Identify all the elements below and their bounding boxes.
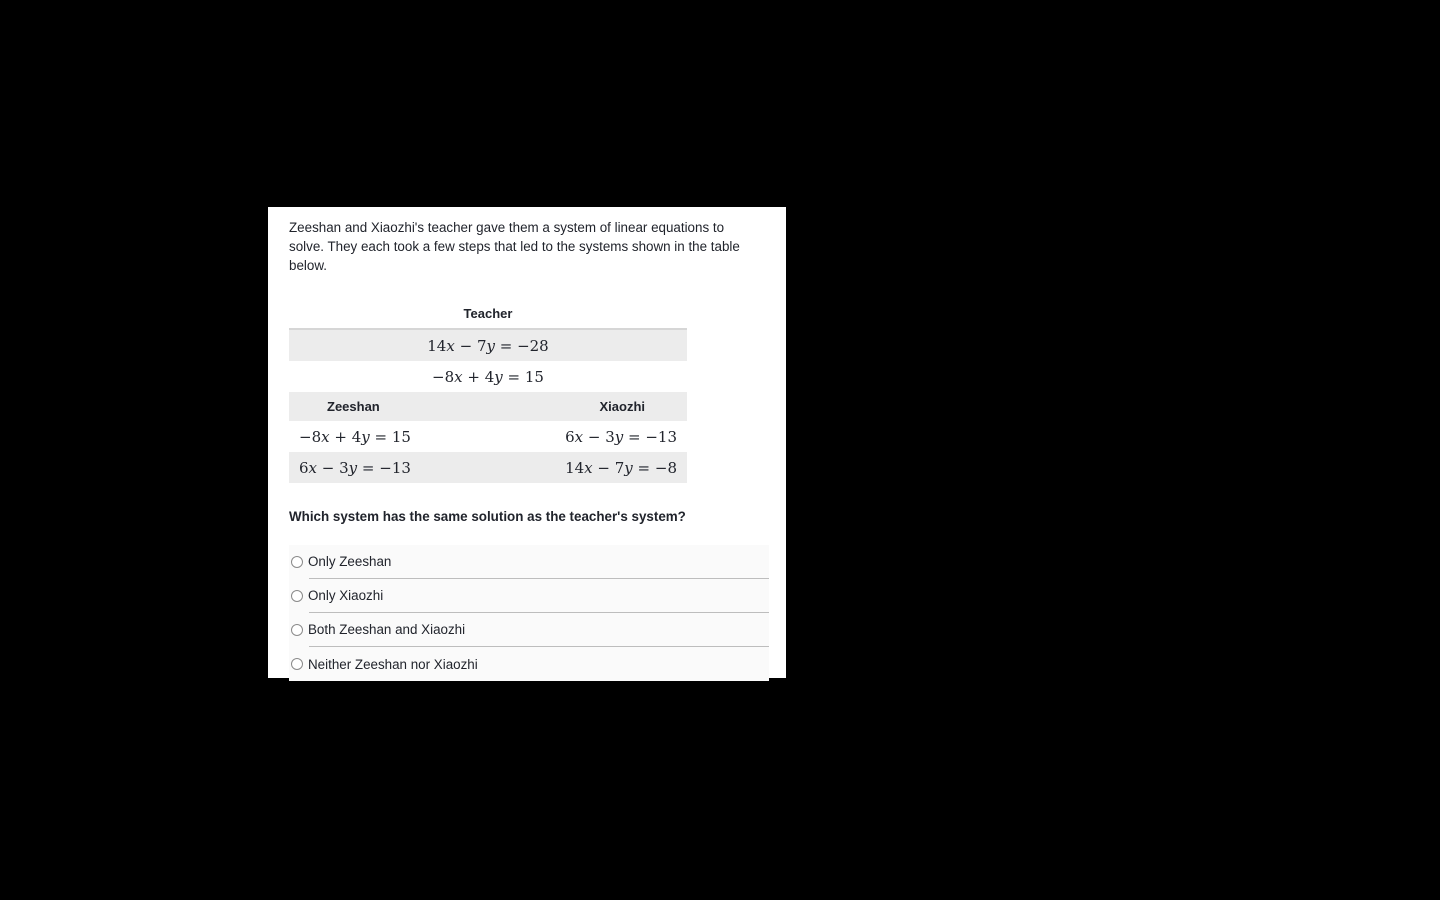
choice-label: Both Zeeshan and Xiaozhi: [308, 622, 466, 637]
choice-label: Only Zeeshan: [308, 554, 392, 569]
teacher-equation-1: 14x − 7y = −28: [427, 336, 549, 355]
zeeshan-equation-2: 6x − 3y = −13: [299, 458, 411, 477]
teacher-row-1: [289, 329, 687, 361]
choice-only-xiaozhi[interactable]: [289, 579, 769, 613]
choice-label: Only Xiaozhi: [308, 588, 384, 603]
zeeshan-equation-1: −8x + 4y = 15: [299, 427, 411, 446]
question-card: [268, 207, 786, 678]
radio-button-icon[interactable]: [291, 658, 303, 670]
zeeshan-header: Zeeshan: [327, 399, 380, 414]
radio-button-icon[interactable]: [291, 624, 303, 636]
xiaozhi-header: Xiaozhi: [599, 399, 645, 414]
students-header-row: [289, 392, 687, 421]
choice-label: Neither Zeeshan nor Xiaozhi: [308, 656, 478, 672]
choice-both[interactable]: [289, 613, 769, 647]
choice-neither[interactable]: [289, 647, 769, 681]
students-row-1: [289, 421, 687, 452]
problem-prompt: Zeeshan and Xiaozhi's teacher gave them a system of linear equations to solve. They each took a few steps that led to the systems shown in the table below.: [289, 220, 740, 273]
teacher-header: Teacher: [289, 299, 687, 329]
teacher-equation-2: −8x + 4y = 15: [432, 367, 544, 386]
xiaozhi-equation-1: 6x − 3y = −13: [565, 427, 677, 446]
choice-only-zeeshan[interactable]: [289, 545, 769, 579]
students-row-2: [289, 452, 687, 483]
answer-choices: [289, 545, 769, 681]
teacher-row-2: [289, 361, 687, 392]
radio-button-icon[interactable]: [291, 590, 303, 602]
xiaozhi-equation-2: 14x − 7y = −8: [565, 458, 677, 477]
radio-button-icon[interactable]: [291, 556, 303, 568]
question-text: Which system has the same solution as the teacher's system?: [289, 509, 686, 524]
teacher-header-row: [289, 299, 687, 329]
systems-table: [289, 299, 687, 483]
